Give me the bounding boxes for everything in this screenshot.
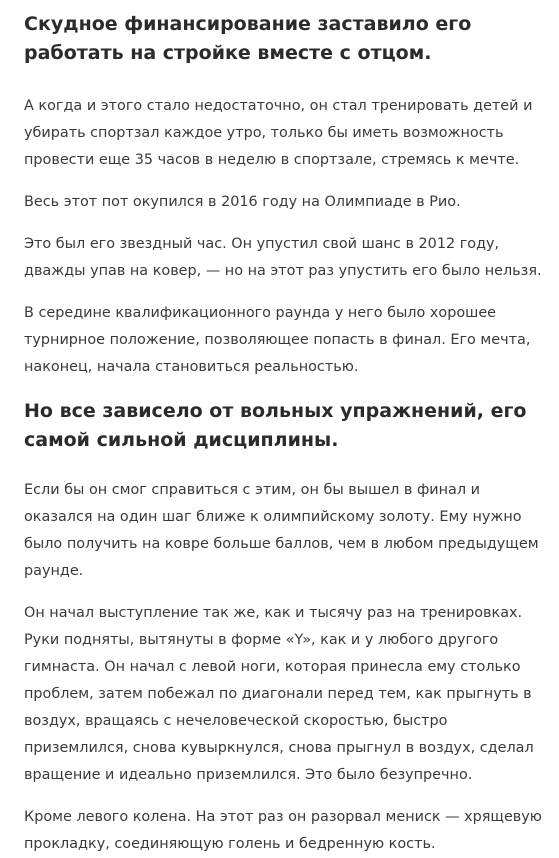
section-heading-floor-exercise: Но все зависело от вольных упражнений, его самой сильной дисциплины. [24,400,527,451]
article-paragraph: Если бы он смог справиться с этим, он бы вышел в финал и оказался на один шаг ближе к олимпийскому золоту. Ему нужно было получить на ковре больше баллов, чем в любом предыдущем раунде. [24,482,539,579]
section-heading-funding: Скудное финансирование заставило его работать на стройке вместе с отцом. [24,13,472,64]
article-paragraph: Кроме левого колена. На этот раз он разорвал мениск — хрящевую прокладку, соединяющую голень и бедренную кость. [24,809,542,852]
article-paragraph: Он начал выступление так же, как и тысячу раз на тренировках. Руки подняты, вытянуты в форме «Y», как и у любого другого гимнаста. Он начал с левой ноги, которая принесла ему столько проблем, затем побежал по диагонали перед тем, как прыгнуть в воздух, вращаясь с нечеловеческой скоростью, быстро приземлился, снова кувыркнулся, снова прыгнул в воздух, сделал вращение и идеально приземлился. Это было безупречно. [24,605,534,783]
article-paragraph: В середине квалификационного раунда у него было хорошее турнирное положение, позволяющее попасть в финал. Его мечта, наконец, начала становиться реальностью. [24,305,531,375]
article-paragraph: А когда и этого стало недостаточно, он стал тренировать детей и убирать спортзал каждое утро, только бы иметь возможность провести еще 35 часов в неделю в спортзале, стремясь к мечте. [24,98,533,168]
article-paragraph: Весь этот пот окупился в 2016 году на Олимпиаде в Рио. [24,194,461,210]
article-paragraph: Это был его звездный час. Он упустил свой шанс в 2012 году, дважды упав на ковер, — но на этот раз упустить его было нельзя. [24,236,542,279]
